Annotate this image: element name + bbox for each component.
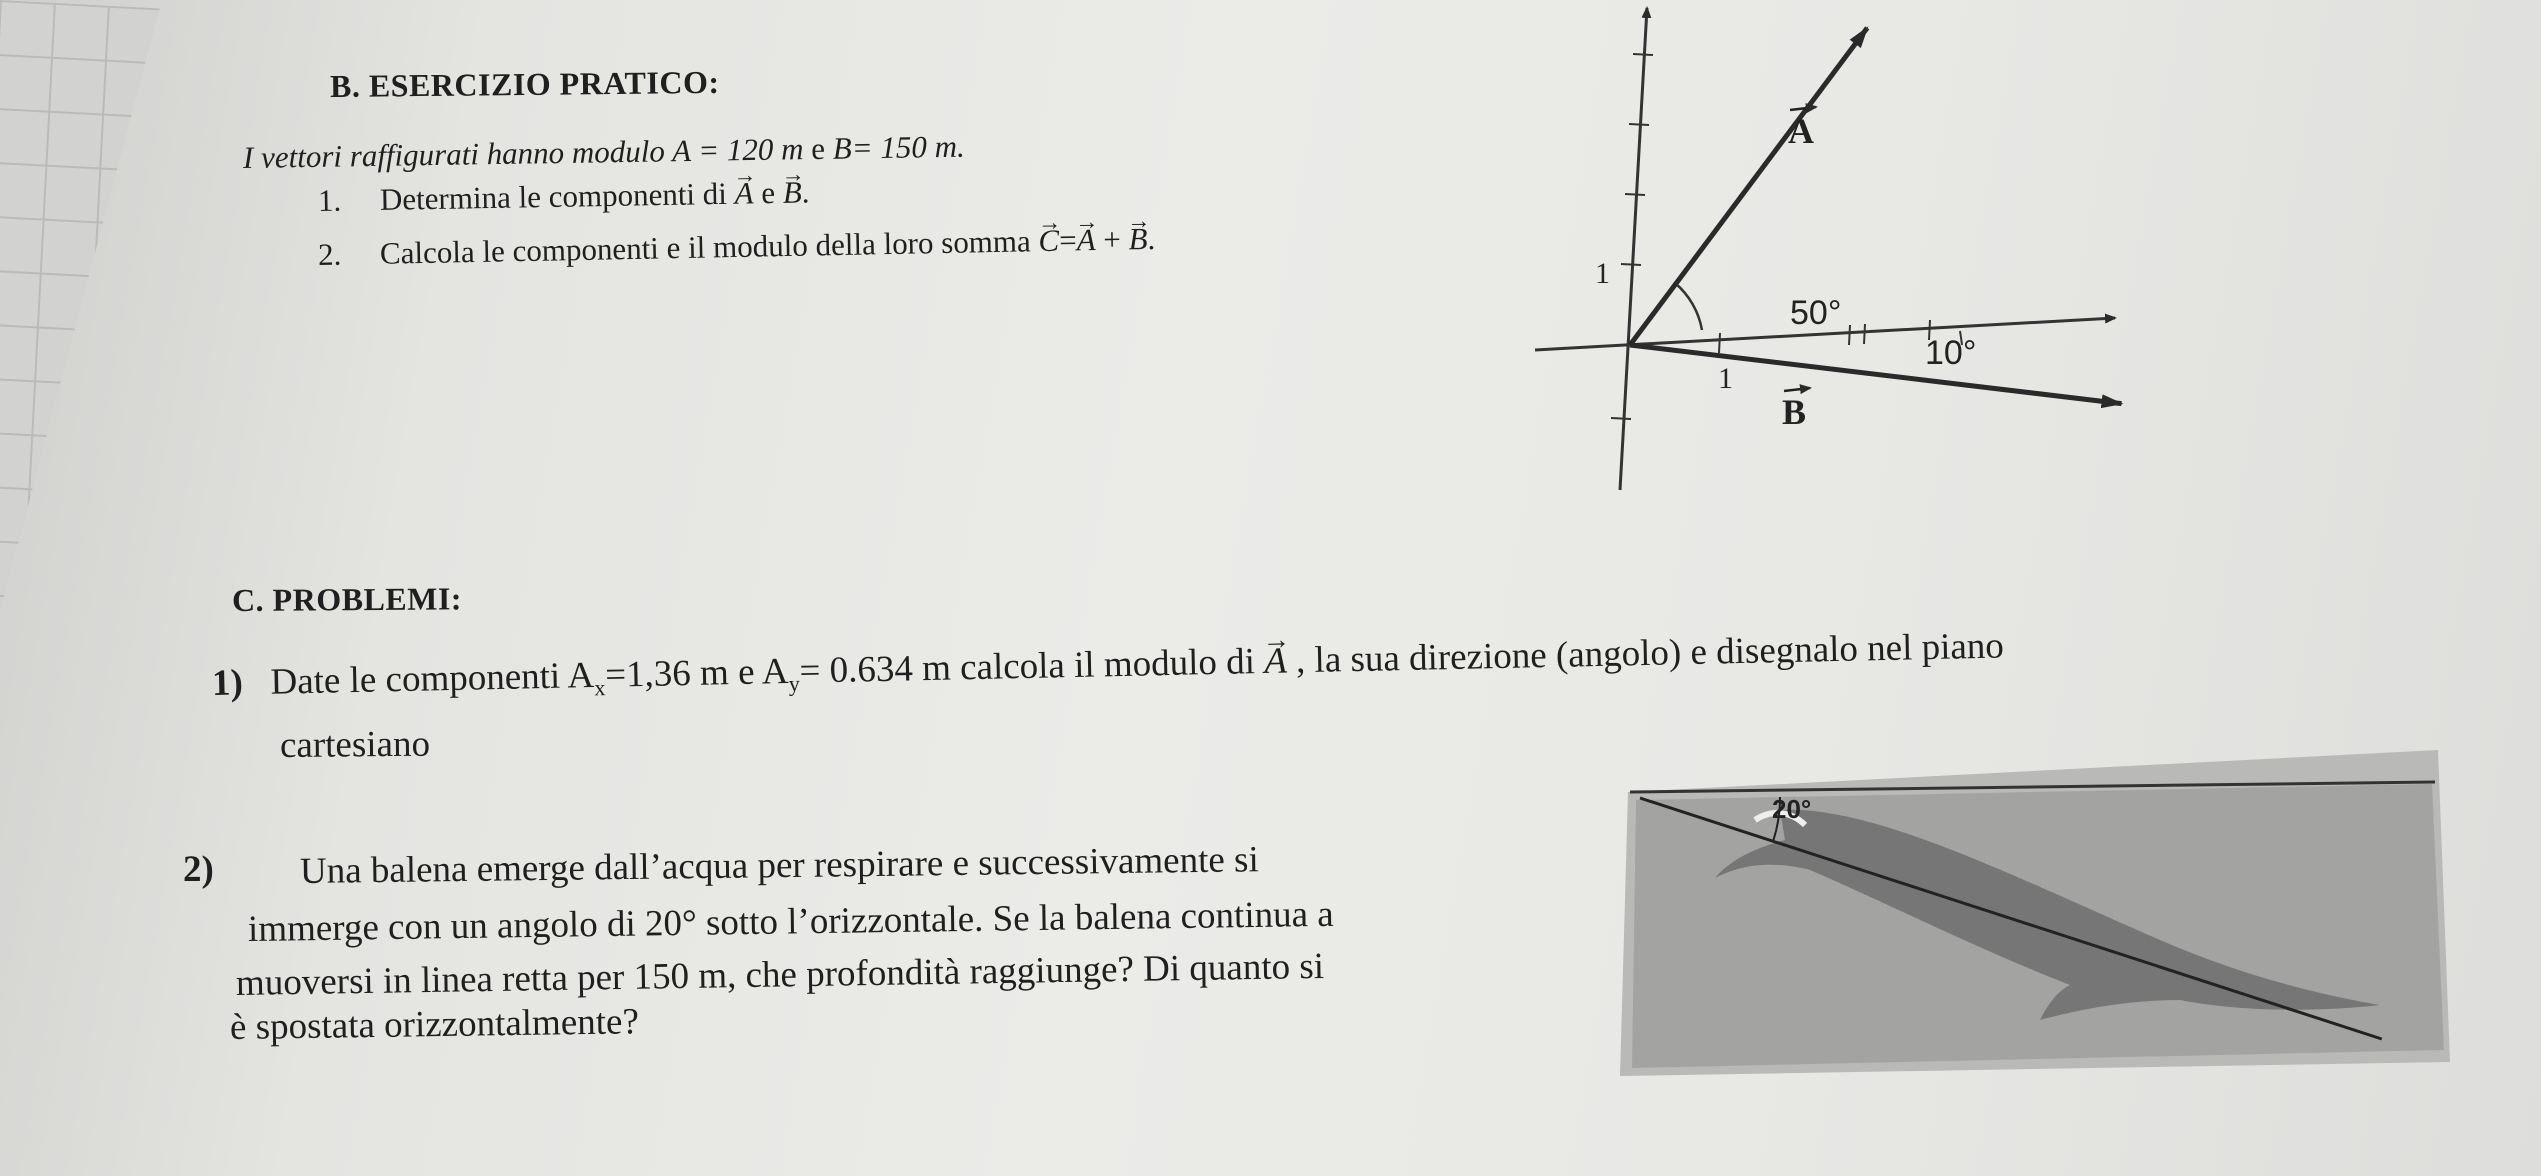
- problem-1-text-c: = 0.634 m calcola il modulo di: [799, 640, 1265, 692]
- vector-label-b-arrow: [1784, 388, 1810, 391]
- section-b-intro: [243, 129, 965, 176]
- problem-1-vector-a: → A: [1264, 639, 1288, 682]
- item-1-end: .: [801, 174, 810, 210]
- vector-diagram: [1520, 0, 2140, 510]
- y-axis-tick: [1629, 124, 1649, 125]
- angle-label-b: 10°: [1925, 334, 1977, 372]
- vector-label-a: A: [1788, 111, 1814, 151]
- section-c-heading: C. PROBLEMI:: [231, 580, 463, 618]
- problem-2-line-3: muoversi in linea retta per 150 m, che profondità raggiunge? Di quanto si: [235, 945, 1325, 1004]
- item-2-text: Calcola le componenti e il modulo della loro somma: [379, 223, 1039, 271]
- intro-text: I vettori raffigurati hanno modulo: [242, 133, 673, 175]
- problem-1-line-2: cartesiano: [279, 723, 431, 766]
- tick-label-y: 1: [1595, 257, 1610, 290]
- vector-b: [1630, 345, 2122, 404]
- problem-1-subscript-y: y: [788, 671, 801, 697]
- vector-label-b: B: [1782, 392, 1807, 432]
- whale-figure: [1620, 750, 2450, 1082]
- item-2-number: 2.: [317, 236, 342, 272]
- item-1-conjunction: e: [753, 174, 784, 211]
- item-1-number: 1.: [317, 182, 342, 218]
- problem-2-number: 2): [183, 849, 214, 890]
- section-b-heading: B. ESERCIZIO PRATICO:: [329, 63, 720, 104]
- item-1-text: Determina le componenti di: [379, 175, 735, 217]
- item-1-vector-a: → A: [734, 175, 754, 211]
- problem-2-line-4: è spostata orizzontalmente?: [229, 1001, 640, 1048]
- x-axis-tick: [1849, 325, 1850, 345]
- y-axis-tick: [1625, 194, 1645, 195]
- tick-label-x: 1: [1718, 362, 1733, 395]
- problem-1-number: 1): [211, 662, 244, 704]
- intro-magnitude-b: B= 150 m.: [832, 128, 966, 166]
- problem-2-line-2: immerge con un angolo di 20° sotto l’orizzontale. Se la balena continua a: [247, 893, 1334, 950]
- problem-1-text-d: , la sua direzione (angolo) e disegnalo nel piano: [1286, 625, 2005, 682]
- y-axis-tick: [1633, 54, 1653, 55]
- problem-1-subscript-x: x: [594, 675, 606, 701]
- vector-label-a-arrow: [1790, 107, 1816, 110]
- y-axis-tick: [1611, 418, 1631, 419]
- x-axis-tick: [1864, 324, 1865, 344]
- problem-1-line-1: [212, 624, 2005, 709]
- problem-2-line-1: Una balena emerge dall’acqua per respirare e successivamente si: [299, 839, 1259, 892]
- item-2-plus: +: [1095, 221, 1129, 258]
- item-1-vector-b: → B: [782, 175, 802, 211]
- angle-arc-a: [1675, 283, 1702, 330]
- item-2-vector-b: → B: [1128, 221, 1148, 257]
- section-b-item-1: [318, 174, 810, 219]
- intro-conjunction: e: [803, 130, 834, 167]
- angle-label-a: 50°: [1790, 294, 1842, 332]
- item-2-vector-a: → A: [1076, 222, 1096, 258]
- problem-1-text-a: Date le componenti A: [270, 654, 595, 703]
- whale-angle-label: 20°: [1772, 794, 1812, 824]
- item-2-equals: =: [1058, 222, 1077, 258]
- section-b-item-2: [318, 221, 1156, 273]
- x-axis-tick: [1719, 333, 1720, 353]
- y-axis-tick: [1621, 264, 1641, 265]
- intro-magnitude-a: A = 120 m: [671, 131, 804, 169]
- problem-1-text-b: =1,36 m e A: [604, 650, 789, 696]
- item-2-end: .: [1147, 220, 1156, 257]
- item-2-vector-c: → C: [1038, 223, 1059, 259]
